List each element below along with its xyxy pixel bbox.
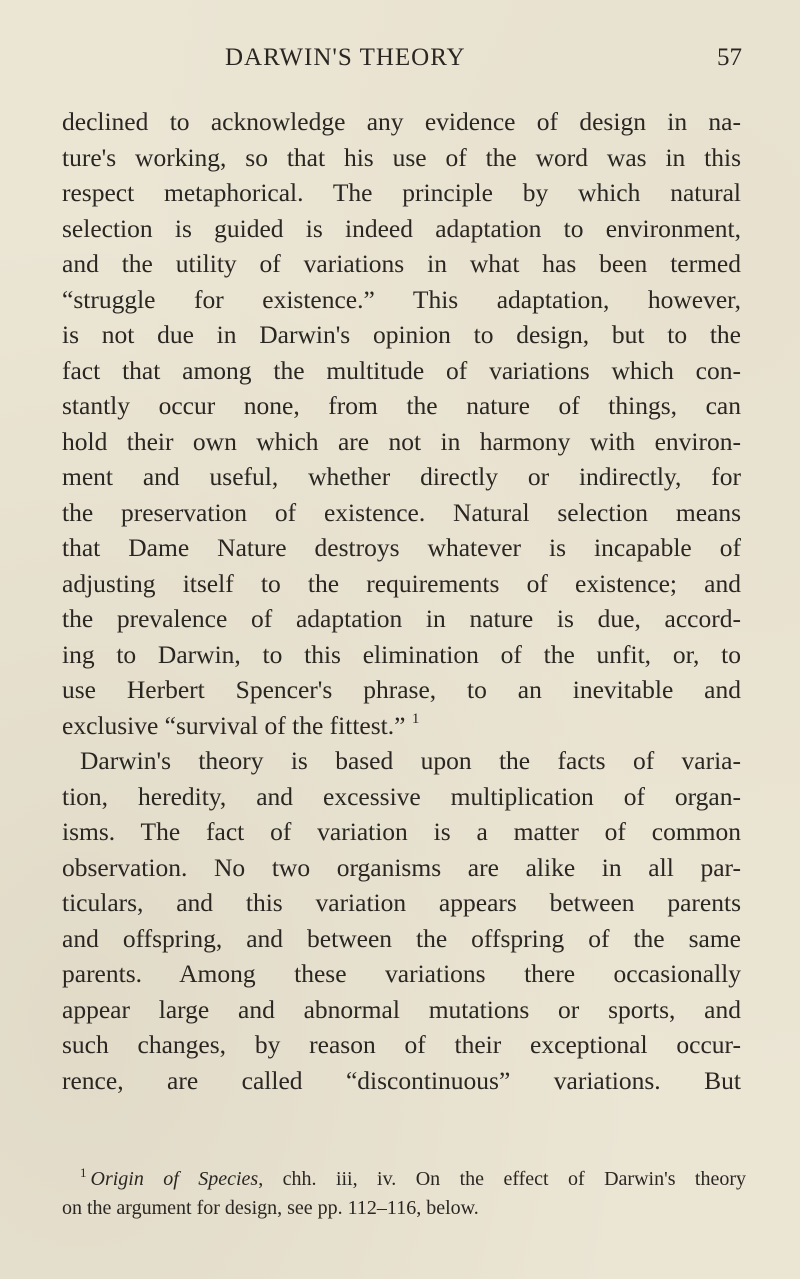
text-line: isms. The fact of variation is a matter of common [62,817,741,846]
text-line: parents. Among these variations there occasionally [62,959,741,988]
text-line: declined to acknowledge any evidence of design in na- [62,107,741,136]
footnote-marker: 1 [80,1165,87,1180]
text-line: the preservation of existence. Natural selection means [62,497,741,527]
text-line: adjusting itself to the requirements of existence; and [62,568,741,598]
text-line: that Dame Nature destroys whatever is incapable of [62,533,741,562]
footnote-reference: 1 [411,710,420,727]
text-line: tion, heredity, and excessive multiplication of organ- [62,781,741,811]
text-line: ment and useful, whether directly or indirectly, for [62,462,741,491]
text-line: ture's working, so that his use of the word was in this [62,142,741,172]
running-head [60,44,750,84]
text-line: ticulars, and this variation appears between parents [62,888,741,917]
page-number: 57 [717,44,742,71]
text-line: and the utility of variations in what has been termed [62,249,741,278]
text-line: stantly occur none, from the nature of things, can [62,391,741,420]
footnote-text: , chh. iii, iv. On the effect of Darwin's theory [258,1168,746,1190]
text-line: and offspring, and between the offspring of the same [62,923,741,953]
text-line-with-footnote-ref [62,708,741,744]
text-line: the prevalence of adaptation in nature is due, accord- [62,604,741,633]
footnote-block [62,1165,746,1223]
body-text [62,104,741,1098]
text-line-content: exclusive “survival of the fittest.” [62,710,406,740]
text-line: hold their own which are not in harmony with environ- [62,426,741,456]
text-line: appear large and abnormal mutations or sports, and [62,994,741,1024]
footnote-line [62,1165,746,1194]
footnote-book-title: Origin of Species [90,1168,259,1190]
text-line: “struggle for existence.” This adaptation, however, [62,284,741,314]
text-line: selection is guided is indeed adaptation to environment, [62,213,741,243]
text-line: use Herbert Spencer's phrase, to an inevitable and [62,675,741,704]
text-line: is not due in Darwin's opinion to design, but to the [62,320,741,349]
text-line: observation. No two organisms are alike in all par- [62,852,741,882]
footnote-line: on the argument for design, see pp. 112–116, below. [62,1197,479,1219]
text-line: rence, are called “discontinuous” variations. But [62,1065,741,1095]
text-line: ing to Darwin, to this elimination of the unfit, or, to [62,639,741,669]
paragraph-start-line: Darwin's theory is based upon the facts of varia- [80,746,741,775]
text-line: such changes, by reason of their exceptional occur- [62,1030,741,1059]
text-line: fact that among the multitude of variations which con- [62,355,741,385]
text-line: respect metaphorical. The principle by which natural [62,178,741,207]
running-head-title: DARWIN'S THEORY [225,44,466,71]
